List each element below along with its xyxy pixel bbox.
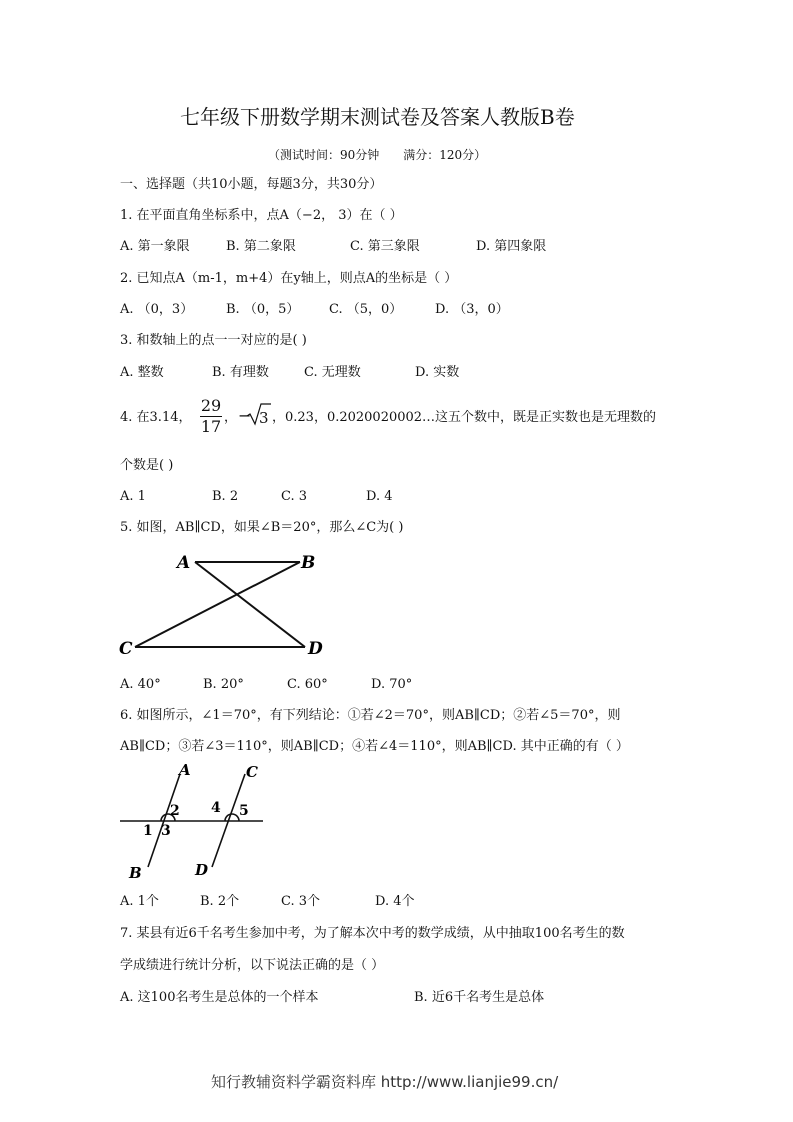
angle-label-4: 4: [211, 800, 221, 816]
page-subtitle: （测试时间：90分钟 满分：120分）: [268, 148, 487, 162]
q3-option-c: C. 无理数: [304, 365, 361, 380]
line-label-b: B: [129, 864, 142, 882]
q4-option-b: B. 2: [212, 489, 239, 504]
q5-option-c: C. 60°: [287, 677, 328, 692]
q6-option-c: C. 3个: [281, 894, 321, 909]
q5-option-a: A. 40°: [120, 677, 161, 692]
angle-label-3: 3: [161, 823, 171, 839]
q4-option-c: C. 3: [281, 489, 308, 504]
section-heading: 一、选择题（共10小题，每题3分，共30分）: [120, 177, 383, 192]
q5-figure-diagram: [115, 550, 325, 660]
question-4-comma: ，: [224, 410, 238, 425]
angle-label-1: 1: [143, 823, 153, 839]
question-2-stem: 2. 已知点A（m-1，m+4）在y轴上，则点A的坐标是（ ）: [120, 271, 458, 286]
q1-option-d: D. 第四象限: [476, 239, 547, 254]
q6-option-b: B. 2个: [200, 894, 240, 909]
question-7-line2: 学成绩进行统计分析，以下说法正确的是（ ）: [120, 958, 385, 973]
question-3-stem: 3. 和数轴上的点一一对应的是( ): [120, 333, 307, 348]
segment-bc: [135, 562, 300, 647]
angle-label-5: 5: [239, 803, 249, 819]
q2-option-c: C. （5，0）: [329, 302, 403, 317]
question-4-line2: 个数是( ): [120, 458, 174, 473]
q2-option-a: A. （0，3）: [120, 302, 194, 317]
point-label-d: D: [308, 639, 323, 659]
line-label-d: D: [195, 861, 209, 879]
q3-option-b: B. 有理数: [212, 365, 269, 380]
segment-ad: [195, 562, 305, 647]
question-6-line2: AB∥CD；③若∠3＝110°，则AB∥CD；④若∠4＝110°，则AB∥CD. 其中正确的有（ ）: [120, 739, 629, 754]
q6-option-d: D. 4个: [375, 894, 415, 909]
point-label-b: B: [301, 553, 316, 573]
point-label-a: A: [177, 553, 191, 573]
footer-watermark: 知行教辅资料学霸资料库 http://www.lianjie99.cn/: [211, 1073, 559, 1091]
q1-option-a: A. 第一象限: [120, 239, 190, 254]
line-label-c: C: [246, 763, 258, 781]
q4-option-d: D. 4: [366, 489, 393, 504]
q3-option-d: D. 实数: [415, 365, 460, 380]
question-4-rest: ，0.23，0.2020020002…这五个数中，既是正实数也是无理数的: [272, 410, 657, 425]
sqrt-argument: 3: [259, 409, 269, 427]
angle-label-2: 2: [170, 803, 180, 819]
q3-option-a: A. 整数: [120, 365, 164, 380]
page-title: 七年级下册数学期末测试卷及答案人教版B卷: [180, 105, 575, 129]
fraction-denominator: 17: [200, 417, 222, 436]
q4-option-a: A. 1: [120, 489, 146, 504]
q2-option-b: B. （0，5）: [226, 302, 300, 317]
q6-figure-diagram: [115, 762, 275, 884]
negative-sign: −: [238, 406, 252, 425]
q7-option-a: A. 这100名考生是总体的一个样本: [120, 990, 319, 1005]
q7-option-b: B. 近6千名考生是总体: [414, 990, 545, 1005]
question-7-line1: 7. 某县有近6千名考生参加中考，为了解本次中考的数学成绩，从中抽取100名考生的数: [120, 926, 625, 941]
question-4-prefix: 4. 在3.14，: [120, 410, 192, 425]
q6-option-a: A. 1个: [120, 894, 159, 909]
line-label-a: A: [179, 762, 191, 779]
q5-option-b: B. 20°: [203, 677, 244, 692]
q5-option-d: D. 70°: [371, 677, 413, 692]
point-label-c: C: [119, 639, 133, 659]
q1-option-c: C. 第三象限: [350, 239, 420, 254]
q1-option-b: B. 第二象限: [226, 239, 296, 254]
angle-arc-4: [225, 814, 239, 821]
question-1-stem: 1. 在平面直角坐标系中，点A（−2， 3）在（ ）: [120, 208, 403, 223]
fraction-numerator: 29: [200, 396, 222, 415]
question-5-stem: 5. 如图，AB∥CD，如果∠B＝20°，那么∠C为( ): [120, 520, 404, 535]
fraction-29-17: [200, 397, 222, 436]
question-6-line1: 6. 如图所示，∠1＝70°，有下列结论：①若∠2＝70°，则AB∥CD；②若∠5＝70°，则: [120, 708, 621, 723]
q2-option-d: D. （3，0）: [435, 302, 509, 317]
